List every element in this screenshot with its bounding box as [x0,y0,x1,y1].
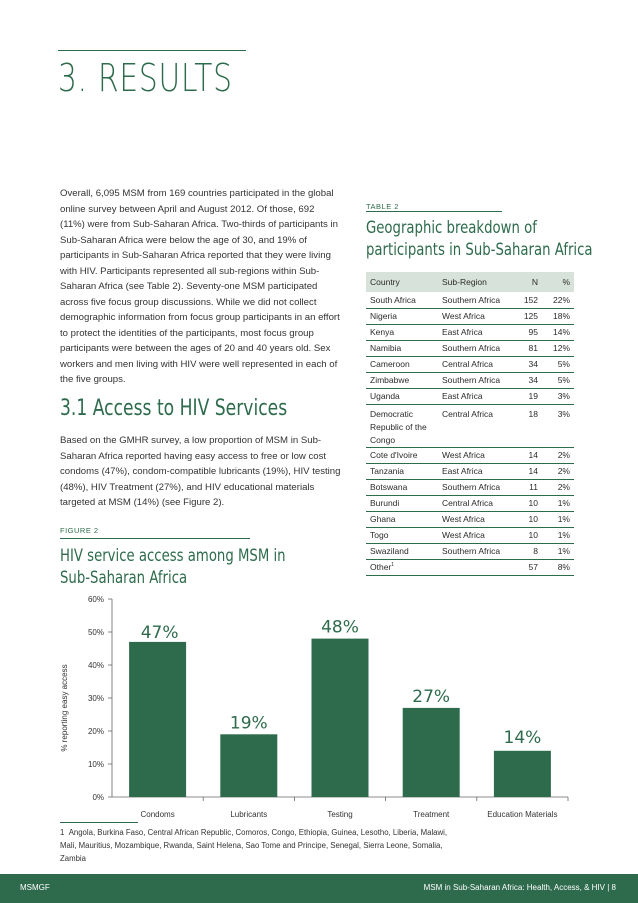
cell-country-text: Uganda [370,391,400,401]
cell-n-text: 14 [528,450,538,460]
table-label: TABLE 2 [366,202,399,211]
cell-country-text: Swaziland [370,546,409,556]
cell-percent-text: 1% [557,498,570,508]
footer-org: MSMGF [20,883,50,892]
cell-country-text: Democratic Republic of the Congo [370,408,427,445]
y-tick-label: 10% [87,760,104,769]
cell-subregion-text: Southern Africa [442,294,501,305]
cell-percent-text: 1% [557,530,570,540]
cell-n-text: 10 [528,530,538,540]
cell-n-text: 11 [529,482,538,492]
y-tick-label: 60% [87,595,104,604]
cell-country-text: Togo [370,530,389,540]
figure-title-line2: Sub-Saharan Africa [60,568,188,588]
x-category-label: Treatment [413,810,450,819]
cell-percent-text: 2% [557,466,570,476]
cell-country-text: Cameroon [370,359,410,369]
cell-subregion-text: West Africa [442,530,485,540]
cell-subregion-text: Central Africa [442,359,494,369]
cell-percent-text: 8% [557,562,570,572]
cell-country-text: Other [370,562,392,572]
cell-n-text: 18 [528,408,538,419]
cell-subregion-text: East Africa [442,391,483,401]
y-tick-label: 0% [92,793,104,802]
cell-percent-text: 3% [557,391,570,401]
cell-n-text: 95 [528,327,538,337]
cell-subregion-text: East Africa [442,327,483,337]
bar-testing [312,639,369,797]
cell-country-text: Tanzania [370,466,405,476]
y-tick-label: 30% [87,694,104,703]
table-title-line1: Geographic breakdown of [366,218,537,238]
bar-treatment [403,708,460,797]
bar-value-label: 19% [229,713,268,734]
table-title-line2: participants in Sub-Saharan Africa [366,240,593,260]
y-tick-label: 50% [87,628,104,637]
cell-n-text: 19 [528,391,538,401]
page-footer [0,874,638,903]
cell-n-text: 81 [528,343,538,353]
cell-percent-text: 3% [557,408,570,419]
subsection-title: 3.1 Access to HIV Services [60,396,288,421]
cell-n-text: 10 [528,514,538,524]
section-title: 3. RESULTS [58,56,233,100]
bar-condoms [129,642,186,797]
header-subregion: Sub-Region [438,272,514,292]
y-tick-label: 20% [87,727,104,736]
x-category-label: Testing [327,810,353,819]
cell-n-text: 34 [528,359,538,369]
header-n: N [514,272,542,292]
cell-n-text: 14 [528,466,538,476]
cell-n-text: 57 [528,562,538,572]
footnote-text: Angola, Burkina Faso, Central African Republic, Comoros, Congo, Ethiopia, Guinea, Lesotho, Liberia, Malawi, Mali, Mauritius, Mozambique, Rwanda, Saint Helena, Sao Tome and Principe, Senegal, Sierra Leone, Somalia, Zambia [60,828,448,863]
header-percent: % [542,272,574,292]
y-axis-label: % reporting easy access [60,664,69,752]
cell-subregion-text: East Africa [442,466,483,476]
cell-country-text: Nigeria [370,311,397,321]
bar-value-label: 14% [503,727,542,748]
cell-country-text: Kenya [370,327,395,337]
figure-label: FIGURE 2 [60,526,99,535]
footnote-mark: 1 [391,562,395,569]
cell-country-text: Namibia [370,343,402,353]
cell-country-text: Cote d'Ivoire [370,450,418,460]
cell-percent-text: 22% [552,294,570,305]
cell-country-text: Burundi [370,498,400,508]
x-category-label: Education Materials [487,810,558,819]
cell-country-text: Zimbabwe [370,375,410,385]
cell-subregion-text: Southern Africa [442,343,501,353]
cell-subregion-text: Central Africa [442,408,494,419]
cell-subregion-text: Southern Africa [442,546,501,556]
bar-education-materials [494,751,551,797]
cell-country-text: South Africa [370,294,416,305]
cell-percent-text: 1% [557,546,570,556]
cell-n-text: 10 [528,498,538,508]
header-country: Country [366,272,438,292]
cell-percent-text: 1% [557,514,570,524]
cell-percent-text: 2% [557,482,570,492]
cell-subregion-text: Southern Africa [442,375,501,385]
y-tick-label: 40% [87,661,104,670]
cell-percent-text: 5% [557,359,570,369]
figure-title-line1: HIV service access among MSM in [60,546,286,566]
cell-percent-text: 14% [552,327,570,337]
cell-n-text: 34 [528,375,538,385]
footnote-number: 1 [60,828,65,837]
cell-country-text: Botswana [370,482,408,492]
bar-lubricants [220,734,277,797]
bar-value-label: 48% [321,617,359,638]
cell-percent-text: 12% [552,343,570,353]
cell-subregion-text: West Africa [442,311,485,321]
cell-subregion-text: Central Africa [442,498,494,508]
footer-page-info: MSM in Sub-Saharan Africa: Health, Access, & HIV | 8 [423,883,616,892]
cell-percent-text: 18% [552,311,570,321]
bar-value-label: 27% [412,686,451,707]
cell-n-text: 8 [533,546,538,556]
intro-paragraph: Overall, 6,095 MSM from 169 countries participated in the global online survey between April and August 2012. Of those, 692 (11%) were from Sub-Saharan Africa. Two-thirds of participants in Sub-Saharan Africa were below the age of 30, and 19% of participants in Sub-Saharan Africa reported that they were living with HIV. Participants represented all sub-regions within Sub-Saharan Africa (see Table 2). Seventy-one MSM participated across five focus group discussions. While we did not collect demographic information from focus group participants in an effort to protect the identities of the participants, most focus group participants were between the ages of 20 and 40 years old. Sex workers and men living with HIV were well represented in each of the five groups. [60,188,340,385]
cell-n-text: 152 [523,294,538,305]
cell-subregion-text: Southern Africa [442,482,501,492]
x-category-label: Lubricants [230,810,268,819]
subsection-paragraph: Based on the GMHR survey, a low proportion of MSM in Sub-Saharan Africa reported having easy access to free or low cost condoms (47%), condom-compatible lubricants (19%), HIV testing (48%), HIV Treatment (27%), and HIV educational materials targeted at MSM (14%) (see Figure 2). [60,435,341,508]
bar-value-label: 47% [140,623,179,643]
cell-subregion-text: West Africa [442,514,485,524]
x-category-label: Condoms [140,810,175,819]
cell-percent-text: 2% [557,450,570,460]
cell-country-text: Ghana [370,514,396,524]
footnote-rule [60,822,138,823]
cell-percent-text: 5% [557,375,570,385]
cell-n-text: 125 [523,311,538,321]
cell-subregion-text: West Africa [442,450,485,460]
footnote [60,826,460,865]
